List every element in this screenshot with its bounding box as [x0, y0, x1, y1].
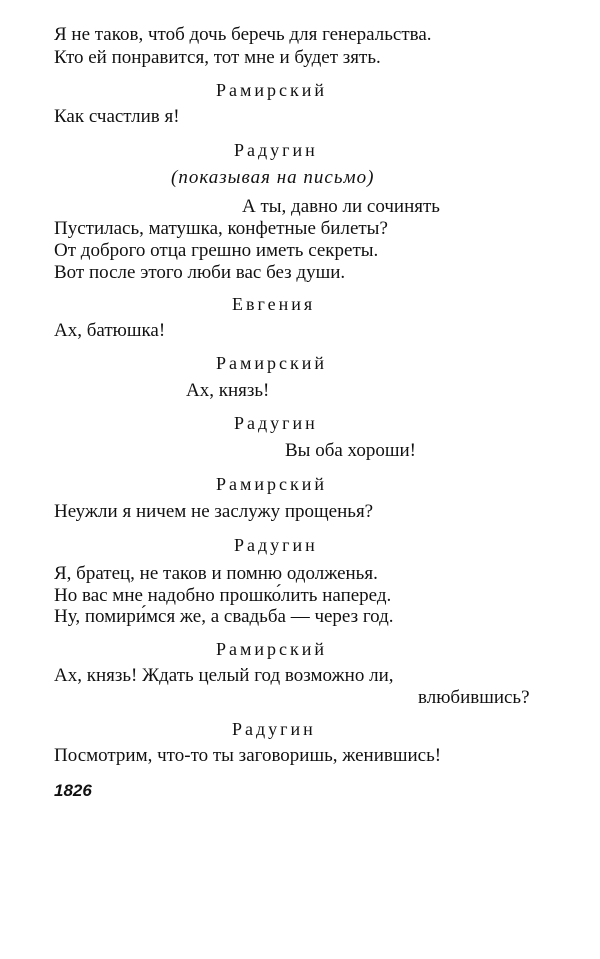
- speaker-name: Радугин: [234, 413, 318, 433]
- verse-line-continuation: влюбившись?: [418, 687, 530, 708]
- speaker-name: Радугин: [232, 719, 316, 739]
- verse-line: Вот после этого люби вас без души.: [54, 262, 346, 283]
- speaker-name: Рамирский: [216, 353, 328, 373]
- verse-line: Вы оба хороши!: [285, 440, 416, 461]
- speaker-name: Рамирский: [216, 474, 328, 494]
- verse-line: От доброго отца грешно иметь секреты.: [54, 240, 379, 261]
- speaker-name: Радугин: [234, 535, 318, 555]
- verse-line: Ах, батюшка!: [54, 320, 166, 341]
- verse-line: Посмотрим, что-то ты заговоришь, женившись!: [54, 745, 442, 766]
- verse-line: Пустилась, матушка, конфетные билеты?: [54, 218, 388, 239]
- speaker-name: Евгения: [232, 294, 316, 314]
- verse-line: Но вас мне надобно прошко́лить наперед.: [54, 585, 392, 606]
- speaker-name: Рамирский: [216, 639, 328, 659]
- verse-line: Я не таков, чтоб дочь беречь для генеральства.: [54, 24, 432, 45]
- verse-line: Ах, князь!: [186, 380, 270, 401]
- composition-year: 1826: [54, 781, 92, 800]
- verse-line: Кто ей понравится, тот мне и будет зять.: [54, 47, 381, 68]
- verse-line: Неужли я ничем не заслужу прощенья?: [54, 501, 374, 522]
- verse-line: Как счастлив я!: [54, 106, 180, 127]
- speaker-name: Рамирский: [216, 80, 328, 100]
- verse-line: Ну, помири́мся же, а свадьба — через год.: [54, 606, 394, 627]
- verse-line: Я, братец, не таков и помню одолженья.: [54, 563, 378, 584]
- speaker-name: Радугин: [234, 140, 318, 160]
- stage-direction: (показывая на письмо): [171, 167, 375, 188]
- verse-line: А ты, давно ли сочинять: [242, 196, 440, 217]
- verse-line: Ах, князь! Ждать целый год возможно ли,: [54, 665, 394, 686]
